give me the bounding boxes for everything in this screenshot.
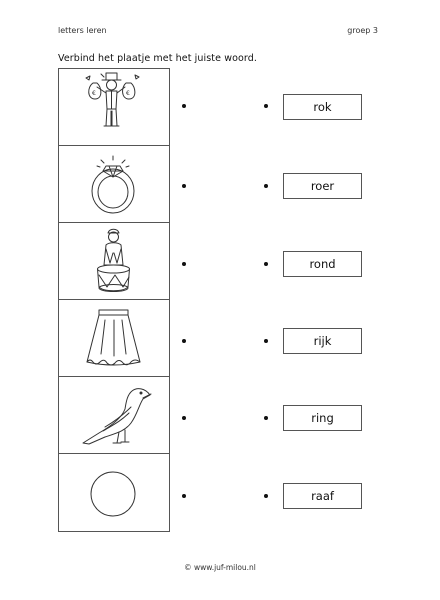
left-dot-4[interactable]	[182, 339, 186, 343]
picture-cell	[59, 377, 169, 454]
header-right: groep 3	[347, 26, 378, 35]
instruction: Verbind het plaatje met het juiste woord.	[58, 53, 257, 64]
left-dot-2[interactable]	[182, 184, 186, 188]
left-dot-5[interactable]	[182, 416, 186, 420]
word-box-2: roer	[283, 173, 362, 199]
crow-icon	[59, 377, 169, 454]
word-box-4: rijk	[283, 328, 362, 354]
right-dot-3[interactable]	[264, 262, 268, 266]
svg-text:€: €	[92, 90, 96, 97]
skirt-icon	[59, 300, 169, 377]
left-dot-6[interactable]	[182, 494, 186, 498]
right-dot-6[interactable]	[264, 494, 268, 498]
diamond-ring-icon	[59, 146, 169, 223]
picture-cell	[59, 454, 169, 531]
header-left: letters leren	[58, 26, 107, 35]
right-dot-4[interactable]	[264, 339, 268, 343]
picture-cell	[59, 146, 169, 223]
circle-icon	[59, 454, 169, 531]
rich-man-with-moneybags-icon	[59, 69, 169, 146]
word-box-3: rond	[283, 251, 362, 277]
word-box-6: raaf	[283, 483, 362, 509]
right-dot-1[interactable]	[264, 104, 268, 108]
svg-text:€: €	[126, 90, 130, 97]
picture-column	[58, 68, 170, 532]
left-dot-3[interactable]	[182, 262, 186, 266]
word-box-5: ring	[283, 405, 362, 431]
word-box-1: rok	[283, 94, 362, 120]
drummer-icon	[59, 223, 169, 300]
picture-cell	[59, 300, 169, 377]
picture-cell	[59, 69, 169, 146]
footer-credit: © www.juf-milou.nl	[184, 563, 256, 572]
right-dot-5[interactable]	[264, 416, 268, 420]
left-dot-1[interactable]	[182, 104, 186, 108]
right-dot-2[interactable]	[264, 184, 268, 188]
picture-cell	[59, 223, 169, 300]
